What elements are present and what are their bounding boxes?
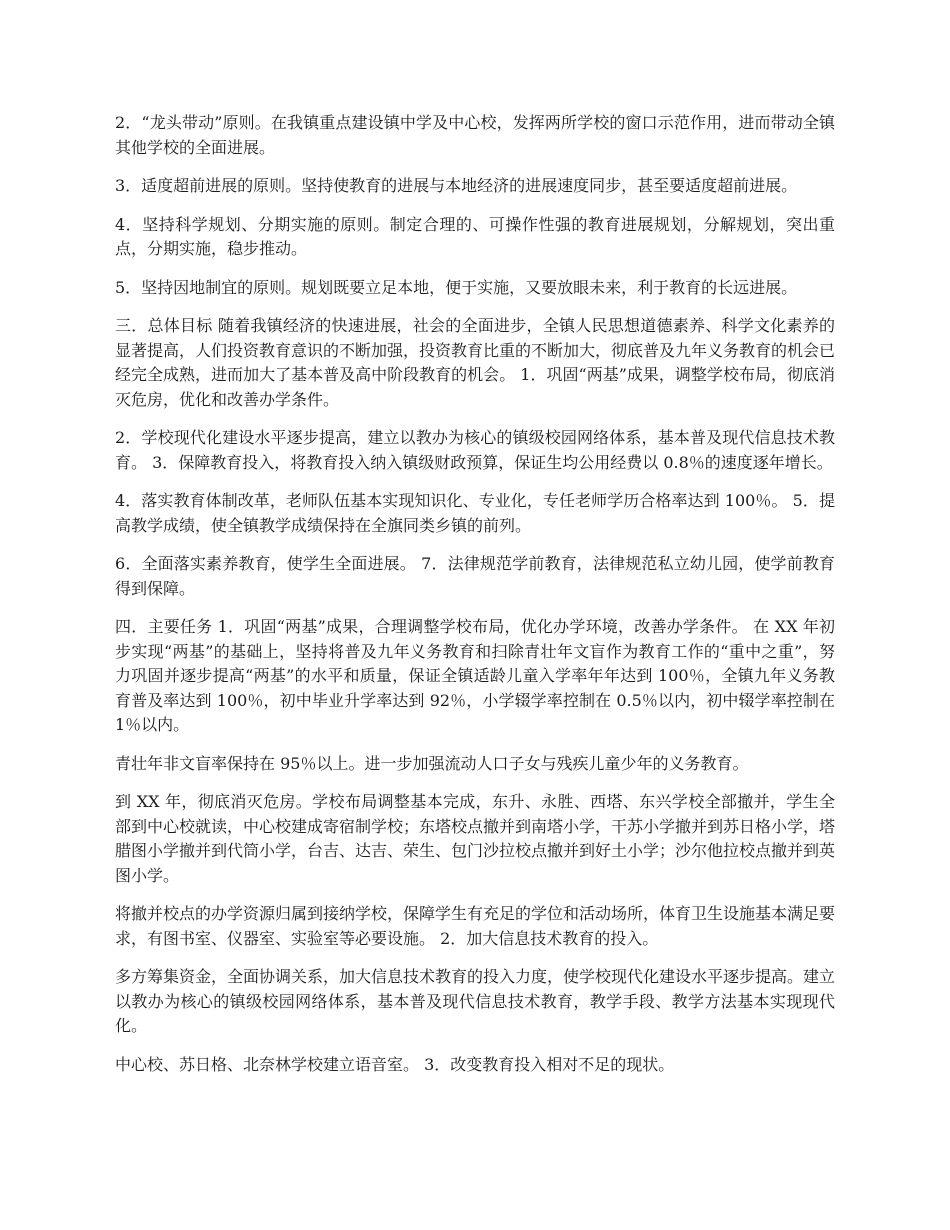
paragraph: 到 XX 年，彻底消灭危房。学校布局调整基本完成，东升、永胜、西塔、东兴学校全部撤并，学生全部到中心校就读，中心校建成寄宿制学校；东塔校点撤并到南塔小学，干苏小学撤并到苏日格小学，塔腊图小学撤并到代筒小学，台吉、达吉、荣生、包门沙拉校点撤并到好土小学；沙尔他拉校点撤并到英图小学。: [115, 792, 836, 885]
paragraph: 青壮年非文盲率保持在 95％以上。进一步加强流动人口子女与残疾儿童少年的义务教育。: [115, 753, 749, 773]
paragraph: 2．学校现代化建设水平逐步提高，建立以教办为核心的镇级校园网络体系，基本普及现代信息技术教育。 3．保障教育投入，将教育投入纳入镇级财政预算，保证生均公用经费以 0.8％的速度逐年增长。: [115, 428, 835, 472]
paragraph: 2．“龙头带动”原则。在我镇重点建设镇中学及中心校，发挥两所学校的窗口示范作用，进而带动全镇其他学校的全面进展。: [115, 113, 835, 157]
paragraph: 多方筹集资金，全面协调关系，加大信息技术教育的投入力度，使学校现代化建设水平逐步提高。建立以教办为核心的镇级校园网络体系，基本普及现代信息技术教育，教学手段、教学方法基本实现现代化。: [115, 967, 836, 1035]
paragraph: 三．总体目标 随着我镇经济的快速进展，社会的全面进步，全镇人民思想道德素养、科学文化素养的显著提高，人们投资教育意识的不断加强，投资教育比重的不断加大，彻底普及九年义务教育的机会已经完全成熟，进而加大了基本普及高中阶段教育的机会。 1．巩固“两基”成果，调整学校布局，彻底消灭危房，优化和改善办学条件。: [115, 316, 836, 409]
paragraph: 4．落实教育体制改革，老师队伍基本实现知识化、专业化，专任老师学历合格率达到 100％。 5．提高教学成绩，使全镇教学成绩保持在全旗同类乡镇的前列。: [115, 491, 835, 535]
paragraph: 中心校、苏日格、北奈林学校建立语音室。 3．改变教育投入相对不足的现状。: [115, 1054, 675, 1074]
paragraph: 四．主要任务 1．巩固“两基”成果，合理调整学校布局，优化办学环境，改善办学条件。 在 XX 年初步实现“两基”的基础上，坚持将普及九年义务教育和扫除青壮年文盲作为教育工作的“重中之重”，努力巩固并逐步提高“两基”的水平和质量，保证全镇适龄儿童入学率年年达到 100％，全镇九年义务教育普及率达到 100％，初中毕业升学率达到 92％，小学辍学率控制在 0.5％以内，初中辍学率控制在 1％以内。: [115, 617, 835, 734]
document-page: [115, 111, 835, 1091]
paragraph: 4．坚持科学规划、分期实施的原则。制定合理的、可操作性强的教育进展规划，分解规划，突出重点，分期实施，稳步推动。: [115, 214, 835, 258]
paragraph: 6．全面落实素养教育，使学生全面进展。 7．法律规范学前教育，法律规范私立幼儿园，使学前教育得到保障。: [115, 554, 835, 598]
paragraph: 3．适度超前进展的原则。坚持使教育的进展与本地经济的进展速度同步，甚至要适度超前进展。: [115, 176, 798, 195]
paragraph: 5．坚持因地制宜的原则。规划既要立足本地，便于实施，又要放眼未来，利于教育的长远进展。: [115, 277, 798, 297]
paragraph: 将撤并校点的办学资源归属到接纳学校，保障学生有充足的学位和活动场所，体育卫生设施基本满足要求，有图书室、仪器室、实验室等必要设施。 2．加大信息技术教育的投入。: [115, 904, 836, 948]
